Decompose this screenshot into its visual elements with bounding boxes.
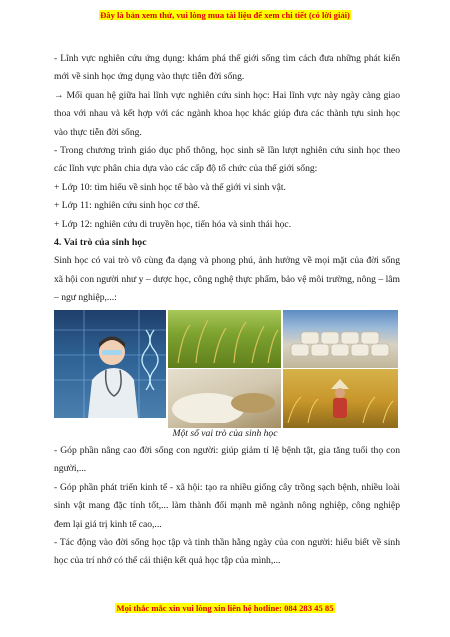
doctor-with-dna-image — [54, 310, 166, 418]
farmer-in-field-image — [283, 369, 398, 428]
paragraph: - Lĩnh vực nghiên cứu ứng dụng: khám phá thế giới sống tìm cách đưa những phát kiến mới về sinh học ứng dụng vào thực tiễn đời sống. — [54, 53, 400, 83]
paragraph: → Mối quan hệ giữa hai lĩnh vực nghiên cứu sinh học: Hai lĩnh vực này ngày càng giao thoa với nhau và kết hợp với các ngành khoa học khác giúp đưa các thành tựu sinh học vào thực tiễn đời sống. — [54, 89, 400, 138]
rice-field-image — [168, 310, 281, 368]
preview-notice-banner — [0, 10, 450, 20]
role-item: - Góp phần nâng cao đời sống con người: giúp giảm tỉ lệ bệnh tật, gia tăng tuổi thọ con người,... — [54, 445, 400, 475]
paragraph: + Lớp 10: tìm hiểu về sinh học tế bào và thế giới vi sinh vật. — [54, 181, 286, 193]
intro-paragraph: Sinh học có vai trò vô cùng đa dạng và phong phú, ảnh hưởng về mọi mặt của đời sống xã hội con người như y – dược học, công nghệ thực phẩm, bảo vệ môi trường, nông – lâm – ngư nghiệp,...: — [54, 255, 400, 304]
section-heading: 4. Vai trò của sinh học — [54, 237, 147, 249]
figure-collage — [54, 310, 398, 418]
paragraph: + Lớp 11: nghiên cứu sinh học cơ thể. — [54, 200, 200, 212]
role-item: - Góp phần phát triển kinh tế - xã hội: tạo ra nhiều giống cây trồng sạch bệnh, nhiều loài sinh vật mang đặc tính tốt,... làm thành đối mạnh mẽ ngành nông nghiệp, công nghiệp đem lại giá trị kinh tế cao,... — [54, 481, 400, 530]
rice-grain-image — [168, 369, 281, 428]
figure-caption: Một số vai trò của sinh học — [172, 428, 278, 439]
rice-sacks-image — [283, 310, 398, 368]
hotline-banner — [0, 603, 450, 613]
roles-list — [54, 442, 400, 571]
document-body — [54, 50, 400, 308]
role-item: - Tác động vào đời sống học tập và tinh thần hằng ngày của con người: hiểu biết về sinh học của trí nhớ có thể cải thiện kết quả học tập của mình,... — [54, 537, 400, 567]
paragraph: - Trong chương trình giáo dục phổ thông, học sinh sẽ lần lượt nghiên cứu sinh học theo các lĩnh vực phân chia dựa vào các cấp độ tổ chức của thế giới sống: — [54, 145, 400, 175]
rice-field-and-grain-images — [168, 310, 281, 418]
preview-notice-text: Đây là bản xem thử, vui lòng mua tài liệu để xem chi tiết (có lời giải) — [100, 10, 350, 20]
hotline-text: Mọi thắc mắc xin vui lòng xin liên hệ hotline: 084 283 45 85 — [116, 603, 334, 613]
paragraph: + Lớp 12: nghiên cứu di truyền học, tiến hóa và sinh thái học. — [54, 218, 292, 230]
rice-sacks-and-farmer-images — [283, 310, 398, 418]
